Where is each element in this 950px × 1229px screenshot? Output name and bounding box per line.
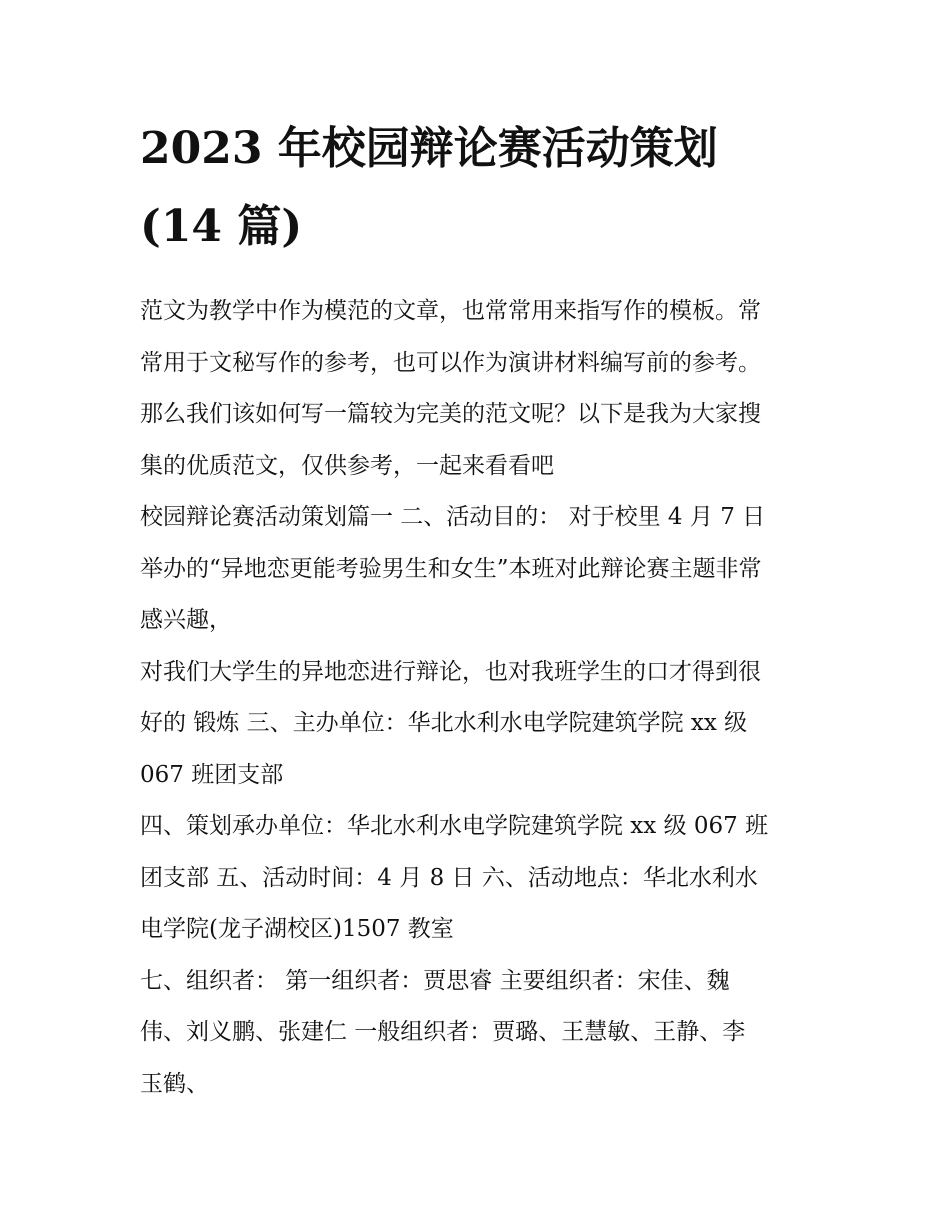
text-line: 集的优质范文，仅供参考，一起来看看吧	[140, 452, 554, 479]
title-line: 2023 年校园辩论赛活动策划	[140, 123, 718, 174]
intro-paragraph	[140, 286, 820, 492]
time-location-paragraph	[140, 801, 820, 956]
text-line: 四、策划承办单位：华北水利水电学院建筑学院 xx 级 067 班	[140, 813, 769, 839]
document-body	[140, 286, 820, 1110]
text-line: 七、组织者： 第一组织者：贾思睿 主要组织者：宋佳、魏	[140, 967, 730, 994]
text-line: 团支部 五、活动时间：4 月 8 日 六、活动地点：华北水利水	[140, 864, 758, 891]
organizers-paragraph	[140, 956, 820, 1111]
document-title	[140, 110, 820, 266]
activity-purpose-paragraph	[140, 492, 820, 647]
text-line: 感兴趣，	[140, 607, 232, 633]
text-line: 好的 锻炼 三、主办单位：华北水利水电学院建筑学院 xx 级	[140, 710, 748, 736]
document-page	[140, 110, 820, 1110]
text-line: 那么我们该如何写一篇较为完美的范文呢？以下是我为大家搜	[140, 401, 761, 427]
text-line: 常用于文秘写作的参考，也可以作为演讲材料编写前的参考。	[140, 349, 761, 376]
title-line: (14 篇)	[140, 201, 303, 252]
text-line: 067 班团支部	[140, 761, 284, 788]
text-line: 校园辩论赛活动策划篇一 二、活动目的： 对于校里 4 月 7 日	[140, 504, 766, 530]
organizer-unit-paragraph	[140, 647, 820, 802]
text-line: 伟、刘义鹏、张建仁 一般组织者：贾璐、王慧敏、王静、李	[140, 1019, 746, 1045]
text-line: 玉鹤、	[140, 1070, 209, 1097]
text-line: 对我们大学生的异地恋进行辩论，也对我班学生的口才得到很	[140, 658, 761, 685]
text-line: 电学院(龙子湖校区)1507 教室	[140, 916, 454, 942]
text-line: 举办的“异地恋更能考验男生和女生”本班对此辩论赛主题非常	[140, 555, 762, 582]
text-line: 范文为教学中作为模范的文章，也常常用来指写作的模板。常	[140, 298, 761, 324]
